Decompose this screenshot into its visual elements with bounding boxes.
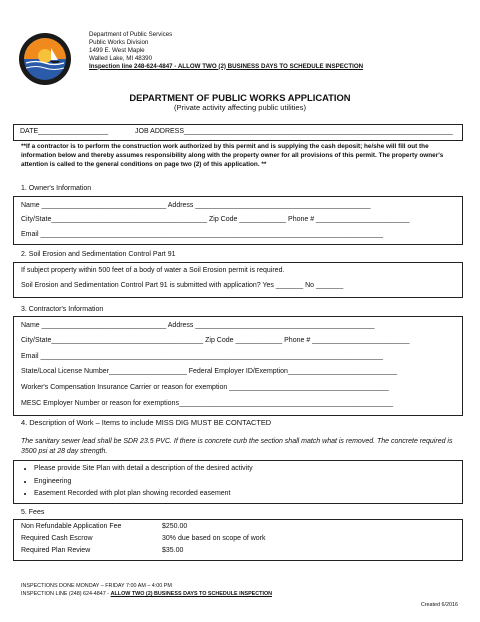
- footer-inspection-line: [21, 590, 272, 598]
- sewer-lead-note: The sanitary sewer lead shall be SDR 23.5 PVC. If there is concrete curb the section shall match what is removed. The concrete required is 3500 psi at 28 day strength.: [21, 438, 453, 455]
- job-address-field[interactable]: JOB ADDRESS_____________________________________________________________________: [135, 128, 453, 135]
- bullet-engineering: • Engineering: [34, 476, 462, 489]
- soil-erosion-notice: If subject property within 500 feet of a body of water a Soil Erosion permit is required.: [21, 267, 285, 274]
- header-line: Department of Public Services: [89, 31, 173, 38]
- section-owner-heading: 1. Owner's Information: [21, 185, 92, 192]
- footer-hours: INSPECTIONS DONE MONDAY – FRIDAY 7:00 AM – 4:00 PM: [21, 583, 172, 589]
- city-seal-logo: [18, 32, 72, 86]
- section-soil-heading: 2. Soil Erosion and Sedimentation Control Part 91: [21, 251, 176, 258]
- inspection-line: Inspection line 248-624-4847 - ALLOW TWO (2) BUSINESS DAYS TO SCHEDULE INSPECTION: [89, 62, 364, 70]
- contractor-email-field[interactable]: Email ________________________________________________________________________________________: [21, 353, 384, 360]
- owner-city-zip-phone-field[interactable]: City/State________________________________________ Zip Code ____________ Phone # ________________________: [21, 216, 410, 223]
- footer-inspection-emphasis: ALLOW TWO (2) BUSINESS DAYS TO SCHEDULE INSPECTION: [110, 591, 273, 597]
- bullet-easement: • Easement Recorded with plot plan showing recorded easement: [34, 488, 462, 501]
- header-line: 1499 E. West Maple: [89, 46, 145, 54]
- fee-label: Required Plan Review: [21, 547, 91, 554]
- owner-info-box: [13, 196, 463, 245]
- description-box: [13, 460, 463, 504]
- section-fees-heading: 5. Fees: [21, 509, 45, 516]
- owner-name-address-field[interactable]: Name ________________________________ Address _____________________________________________: [21, 202, 371, 209]
- mesc-employer-field[interactable]: MESC Employer Number or reason for exemptions_______________________________________________________: [21, 400, 394, 407]
- bullet-site-plan: • Please provide Site Plan with detail a description of the desired activity: [34, 463, 462, 476]
- soil-erosion-box: [13, 262, 463, 298]
- contractor-note: **If a contractor is to perform the construction work authorized by this permit and is supplying the cash deposit; he/she will fill out the information below and thereby assumes responsibility along with the property owner for all provisions of this permit. The property owner's attention is called to the general conditions on page two (2) of this application. **: [21, 143, 444, 168]
- license-employer-id-field[interactable]: State/Local License Number____________________ Federal Employer ID/Exemption____________________________: [21, 368, 397, 375]
- fee-value: $35.00: [162, 547, 184, 554]
- workers-comp-field[interactable]: Worker's Compensation Insurance Carrier or reason for exemption _________________________________________: [21, 384, 389, 391]
- section-description-heading: 4. Description of Work – Items to include MISS DIG MUST BE CONTACTED: [21, 418, 272, 427]
- page-title: DEPARTMENT OF PUBLIC WORKS APPLICATION: [129, 92, 351, 103]
- department-header: [89, 31, 363, 71]
- date-field[interactable]: DATE__________________: [20, 128, 109, 135]
- fee-label: Non Refundable Application Fee: [21, 523, 122, 530]
- footer: [21, 582, 272, 598]
- soil-erosion-yes-no-field[interactable]: Soil Erosion and Sedimentation Control Part 91 is submitted with application? Yes _______ No _______: [21, 282, 344, 289]
- contractor-info-box: [13, 316, 463, 416]
- contractor-city-zip-phone-field[interactable]: City/State_______________________________________ Zip Code ____________ Phone # _________________________: [21, 337, 410, 344]
- header-line: Public Works Division: [89, 38, 149, 46]
- contractor-name-address-field[interactable]: Name ________________________________ Address ______________________________________________: [21, 322, 375, 329]
- header-line: Walled Lake, MI 48390: [89, 54, 153, 62]
- page-subtitle: (Private activity affecting public utilities): [174, 103, 306, 112]
- fees-box: [13, 519, 463, 561]
- fee-value: 30% due based on scope of work: [162, 535, 266, 542]
- created-date: Created 6/2016: [420, 602, 458, 608]
- fee-value: $250.00: [162, 523, 188, 530]
- footer-inspection-prefix: INSPECTION LINE (248) 624-4847 -: [21, 591, 111, 597]
- section-contractor-heading: 3. Contractor's Information: [21, 306, 104, 313]
- date-job-box: [13, 124, 463, 141]
- fee-label: Required Cash Escrow: [21, 535, 93, 542]
- owner-email-field[interactable]: Email ________________________________________________________________________________________: [21, 231, 384, 238]
